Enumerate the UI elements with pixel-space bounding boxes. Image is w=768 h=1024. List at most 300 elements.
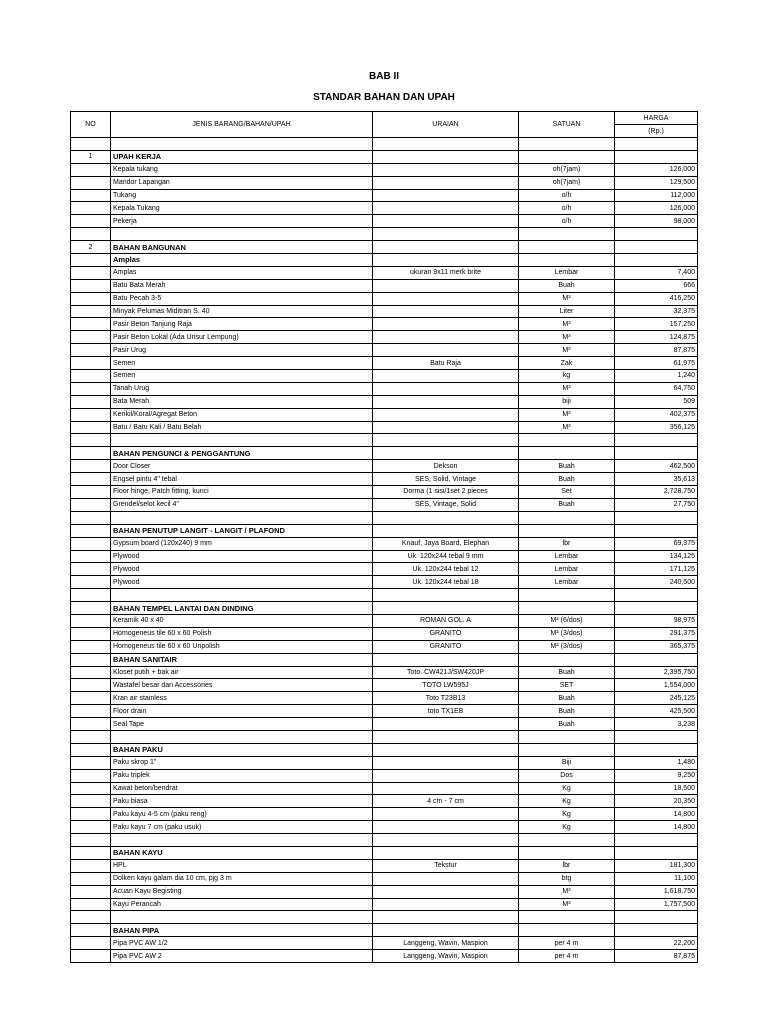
- cell-harga: [615, 524, 698, 537]
- table-row: [71, 163, 698, 176]
- cell-uraian: 4 cm - 7 cm: [373, 795, 519, 808]
- cell-satuan: Buah: [519, 666, 615, 679]
- section-row: [71, 743, 698, 756]
- cell-harga: 157,250: [615, 318, 698, 331]
- table-row: [71, 782, 698, 795]
- cell-satuan: M³: [519, 344, 615, 357]
- cell-satuan: M³: [519, 885, 615, 898]
- cell-jenis: BAHAN PIPA: [111, 924, 373, 937]
- cell-no: [71, 254, 111, 267]
- cell-jenis: Kepala Tukang: [111, 202, 373, 215]
- cell-harga: 124,875: [615, 331, 698, 344]
- cell-uraian: [373, 189, 519, 202]
- cell-satuan: Buah: [519, 473, 615, 486]
- cell-satuan: Lembar: [519, 563, 615, 576]
- cell-uraian: [373, 331, 519, 344]
- cell-satuan: Buah: [519, 705, 615, 718]
- cell-uraian: [373, 602, 519, 615]
- section-row: [71, 602, 698, 615]
- cell-satuan: [519, 254, 615, 267]
- table-row: [71, 718, 698, 731]
- price-table: [70, 111, 698, 963]
- table-row: [71, 614, 698, 627]
- cell-jenis: HPL: [111, 859, 373, 872]
- cell-satuan: oh(7jam): [519, 163, 615, 176]
- cell-satuan: Buah: [519, 498, 615, 511]
- cell-uraian: [373, 228, 519, 241]
- cell-harga: [615, 447, 698, 460]
- cell-jenis: Dolken kayu galam dia 10 cm, pjg 3 m: [111, 872, 373, 885]
- cell-satuan: [519, 524, 615, 537]
- cell-jenis: [111, 228, 373, 241]
- table-row: [71, 756, 698, 769]
- cell-satuan: kg: [519, 370, 615, 383]
- table-row: [71, 576, 698, 589]
- cell-jenis: Kloset putih + bak air: [111, 666, 373, 679]
- cell-jenis: Pasir Beton Lokal (Ada Unsur Lempung): [111, 331, 373, 344]
- section-row: [71, 846, 698, 859]
- cell-no: [71, 743, 111, 756]
- table-row: [71, 937, 698, 950]
- table-row: [71, 357, 698, 370]
- document-title: STANDAR BAHAN DAN UPAH: [313, 92, 455, 103]
- cell-uraian: [373, 756, 519, 769]
- cell-no: [71, 898, 111, 911]
- cell-no: [71, 911, 111, 924]
- cell-jenis: Minyak Pelumas Miditran S. 40: [111, 305, 373, 318]
- cell-jenis: [111, 589, 373, 602]
- cell-no: [71, 692, 111, 705]
- cell-harga: 20,350: [615, 795, 698, 808]
- cell-no: [71, 872, 111, 885]
- cell-satuan: Kg: [519, 808, 615, 821]
- cell-harga: [615, 254, 698, 267]
- cell-no: [71, 486, 111, 499]
- cell-harga: 240,500: [615, 576, 698, 589]
- cell-no: [71, 550, 111, 563]
- cell-no: [71, 266, 111, 279]
- cell-jenis: BAHAN KAYU: [111, 846, 373, 859]
- cell-uraian: [373, 885, 519, 898]
- cell-harga: [615, 911, 698, 924]
- cell-satuan: [519, 228, 615, 241]
- cell-harga: [615, 241, 698, 254]
- cell-uraian: Dekson: [373, 460, 519, 473]
- table-row: [71, 692, 698, 705]
- cell-uraian: [373, 872, 519, 885]
- cell-satuan: [519, 602, 615, 615]
- cell-no: [71, 730, 111, 743]
- cell-harga: 129,500: [615, 176, 698, 189]
- table-row: [71, 395, 698, 408]
- cell-uraian: [373, 524, 519, 537]
- cell-harga: [615, 138, 698, 151]
- cell-harga: 126,000: [615, 202, 698, 215]
- cell-harga: 291,375: [615, 627, 698, 640]
- cell-uraian: [373, 589, 519, 602]
- cell-harga: [615, 589, 698, 602]
- cell-satuan: [519, 653, 615, 666]
- table-row: [71, 228, 698, 241]
- table-row: [71, 872, 698, 885]
- table-row: [71, 911, 698, 924]
- cell-no: [71, 627, 111, 640]
- cell-no: [71, 318, 111, 331]
- cell-harga: 425,500: [615, 705, 698, 718]
- cell-satuan: Zak: [519, 357, 615, 370]
- cell-jenis: Paku skrop 1": [111, 756, 373, 769]
- cell-no: [71, 769, 111, 782]
- cell-satuan: SET: [519, 679, 615, 692]
- cell-jenis: Kerikil/Koral/Agregat Beton: [111, 408, 373, 421]
- cell-jenis: Plywood: [111, 576, 373, 589]
- cell-satuan: Buah: [519, 460, 615, 473]
- cell-satuan: M³: [519, 331, 615, 344]
- cell-uraian: [373, 150, 519, 163]
- cell-satuan: per 4 m: [519, 950, 615, 963]
- table-row: [71, 769, 698, 782]
- cell-no: [71, 885, 111, 898]
- cell-harga: 1,480: [615, 756, 698, 769]
- cell-uraian: [373, 730, 519, 743]
- table-row: [71, 537, 698, 550]
- header-jenis: JENIS BARANG/BAHAN/UPAH: [111, 112, 373, 138]
- cell-no: [71, 589, 111, 602]
- table-row: [71, 898, 698, 911]
- cell-jenis: [111, 834, 373, 847]
- cell-satuan: biji: [519, 395, 615, 408]
- cell-uraian: [373, 370, 519, 383]
- cell-uraian: Uk. 120x244 tebal 9 mm: [373, 550, 519, 563]
- cell-no: [71, 421, 111, 434]
- cell-jenis: Kayu Perancah: [111, 898, 373, 911]
- cell-satuan: [519, 911, 615, 924]
- cell-jenis: Seal Tape: [111, 718, 373, 731]
- cell-harga: [615, 846, 698, 859]
- cell-jenis: Paku biasa: [111, 795, 373, 808]
- table-row: [71, 511, 698, 524]
- cell-jenis: Engsel pintu 4" tebal: [111, 473, 373, 486]
- cell-harga: 98,975: [615, 614, 698, 627]
- cell-no: [71, 924, 111, 937]
- cell-satuan: o/h: [519, 202, 615, 215]
- cell-harga: 14,800: [615, 821, 698, 834]
- cell-jenis: Kawat beton/bendrat: [111, 782, 373, 795]
- cell-no: [71, 846, 111, 859]
- cell-no: [71, 666, 111, 679]
- cell-jenis: [111, 434, 373, 447]
- cell-satuan: Buah: [519, 692, 615, 705]
- cell-uraian: [373, 653, 519, 666]
- cell-harga: 1,757,500: [615, 898, 698, 911]
- cell-no: [71, 653, 111, 666]
- cell-satuan: [519, 743, 615, 756]
- cell-satuan: Lembar: [519, 550, 615, 563]
- cell-no: 1: [71, 150, 111, 163]
- cell-satuan: [519, 434, 615, 447]
- cell-harga: [615, 743, 698, 756]
- cell-no: [71, 460, 111, 473]
- cell-uraian: ROMAN GOL. A: [373, 614, 519, 627]
- cell-no: [71, 292, 111, 305]
- header-satuan: SATUAN: [519, 112, 615, 138]
- cell-no: [71, 370, 111, 383]
- cell-uraian: [373, 241, 519, 254]
- cell-no: [71, 447, 111, 460]
- cell-no: [71, 279, 111, 292]
- cell-no: [71, 138, 111, 151]
- cell-uraian: [373, 898, 519, 911]
- cell-uraian: Dorma (1 sisi/1set 2 pieces: [373, 486, 519, 499]
- cell-harga: 416,250: [615, 292, 698, 305]
- cell-no: [71, 344, 111, 357]
- cell-jenis: Gypsum board (120x240) 9 mm: [111, 537, 373, 550]
- cell-uraian: [373, 408, 519, 421]
- cell-satuan: [519, 924, 615, 937]
- section-row: [71, 653, 698, 666]
- cell-uraian: [373, 782, 519, 795]
- cell-no: [71, 602, 111, 615]
- cell-no: [71, 834, 111, 847]
- cell-satuan: Liter: [519, 305, 615, 318]
- cell-jenis: Door Closer: [111, 460, 373, 473]
- header-harga-unit: (Rp.): [615, 125, 698, 138]
- cell-uraian: [373, 318, 519, 331]
- cell-jenis: Pekerja: [111, 215, 373, 228]
- cell-jenis: Paku kayu 7 cm (paku usuk): [111, 821, 373, 834]
- cell-no: [71, 614, 111, 627]
- table-row: [71, 627, 698, 640]
- cell-harga: 134,125: [615, 550, 698, 563]
- cell-satuan: Lembar: [519, 266, 615, 279]
- table-row: [71, 498, 698, 511]
- cell-uraian: Knauf, Jaya Board, Elephan: [373, 537, 519, 550]
- cell-uraian: [373, 215, 519, 228]
- table-row: [71, 666, 698, 679]
- cell-no: [71, 163, 111, 176]
- table-row: [71, 473, 698, 486]
- cell-satuan: [519, 241, 615, 254]
- cell-jenis: [111, 911, 373, 924]
- cell-no: [71, 331, 111, 344]
- cell-uraian: [373, 202, 519, 215]
- cell-harga: [615, 730, 698, 743]
- cell-harga: 87,875: [615, 950, 698, 963]
- table-row: [71, 834, 698, 847]
- cell-jenis: [111, 511, 373, 524]
- cell-no: [71, 640, 111, 653]
- cell-uraian: [373, 421, 519, 434]
- table-row: [71, 292, 698, 305]
- cell-jenis: [111, 730, 373, 743]
- table-row: [71, 679, 698, 692]
- cell-no: [71, 859, 111, 872]
- cell-uraian: GRANITO: [373, 627, 519, 640]
- cell-harga: [615, 511, 698, 524]
- cell-jenis: Semen: [111, 357, 373, 370]
- cell-satuan: Set: [519, 486, 615, 499]
- cell-harga: 69,375: [615, 537, 698, 550]
- cell-satuan: M² (3/dos): [519, 640, 615, 653]
- table-row: [71, 215, 698, 228]
- cell-uraian: [373, 769, 519, 782]
- cell-uraian: Tekstur: [373, 859, 519, 872]
- cell-uraian: [373, 138, 519, 151]
- cell-satuan: o/h: [519, 189, 615, 202]
- cell-harga: 402,375: [615, 408, 698, 421]
- cell-jenis: Amplas: [111, 254, 373, 267]
- cell-uraian: [373, 447, 519, 460]
- table-row: [71, 730, 698, 743]
- cell-jenis: Batu Pecah 3-5: [111, 292, 373, 305]
- cell-no: [71, 782, 111, 795]
- cell-harga: 181,300: [615, 859, 698, 872]
- cell-uraian: SES, Vintage, Solid: [373, 498, 519, 511]
- table-row: [71, 950, 698, 963]
- cell-no: [71, 215, 111, 228]
- cell-harga: 365,375: [615, 640, 698, 653]
- cell-satuan: [519, 589, 615, 602]
- cell-satuan: Kg: [519, 795, 615, 808]
- table-row: [71, 202, 698, 215]
- cell-harga: 1,554,000: [615, 679, 698, 692]
- cell-no: [71, 795, 111, 808]
- cell-harga: 126,000: [615, 163, 698, 176]
- cell-jenis: Batu / Batu Kali / Batu Belah: [111, 421, 373, 434]
- cell-no: [71, 176, 111, 189]
- cell-harga: 3,238: [615, 718, 698, 731]
- cell-jenis: Keramik 40 x 40: [111, 614, 373, 627]
- cell-no: [71, 473, 111, 486]
- cell-uraian: [373, 834, 519, 847]
- cell-satuan: Buah: [519, 718, 615, 731]
- cell-satuan: Lembar: [519, 576, 615, 589]
- cell-no: [71, 511, 111, 524]
- cell-jenis: BAHAN PAKU: [111, 743, 373, 756]
- section-row: [71, 150, 698, 163]
- cell-jenis: Grendel/selot kecil 4": [111, 498, 373, 511]
- cell-jenis: [111, 138, 373, 151]
- cell-satuan: [519, 730, 615, 743]
- cell-satuan: M³: [519, 318, 615, 331]
- cell-uraian: Toto. CW421J/SW420JP: [373, 666, 519, 679]
- cell-harga: [615, 653, 698, 666]
- cell-harga: 509: [615, 395, 698, 408]
- cell-harga: 35,613: [615, 473, 698, 486]
- cell-uraian: [373, 743, 519, 756]
- cell-satuan: Kg: [519, 821, 615, 834]
- cell-jenis: Pasir Beton Tanjung Raja: [111, 318, 373, 331]
- cell-harga: 18,500: [615, 782, 698, 795]
- cell-satuan: oh(7jam): [519, 176, 615, 189]
- cell-uraian: [373, 382, 519, 395]
- cell-no: [71, 821, 111, 834]
- cell-jenis: Amplas: [111, 266, 373, 279]
- table-row: [71, 859, 698, 872]
- cell-harga: [615, 150, 698, 163]
- cell-no: [71, 434, 111, 447]
- cell-satuan: [519, 511, 615, 524]
- cell-satuan: M³: [519, 408, 615, 421]
- cell-satuan: M³: [519, 421, 615, 434]
- table-row: [71, 821, 698, 834]
- cell-satuan: Biji: [519, 756, 615, 769]
- table-row: [71, 370, 698, 383]
- cell-harga: 112,000: [615, 189, 698, 202]
- cell-harga: 1,240: [615, 370, 698, 383]
- cell-uraian: [373, 718, 519, 731]
- cell-satuan: [519, 138, 615, 151]
- cell-harga: 14,800: [615, 808, 698, 821]
- cell-satuan: Buah: [519, 279, 615, 292]
- cell-jenis: Tanah Urug: [111, 382, 373, 395]
- chapter-title: BAB II: [369, 71, 399, 82]
- cell-uraian: ukuran 9x11 merk brite: [373, 266, 519, 279]
- cell-satuan: M³: [519, 292, 615, 305]
- cell-uraian: [373, 511, 519, 524]
- cell-jenis: Kran air stainless: [111, 692, 373, 705]
- cell-no: [71, 357, 111, 370]
- cell-harga: [615, 602, 698, 615]
- table-row: [71, 318, 698, 331]
- cell-uraian: Langgeng, Wavin, Maspion: [373, 937, 519, 950]
- cell-satuan: lbr: [519, 537, 615, 550]
- cell-no: [71, 679, 111, 692]
- cell-satuan: M³: [519, 382, 615, 395]
- cell-satuan: btg: [519, 872, 615, 885]
- cell-uraian: SES, Solid, Vintage: [373, 473, 519, 486]
- cell-no: [71, 756, 111, 769]
- cell-jenis: UPAH KERJA: [111, 150, 373, 163]
- cell-jenis: BAHAN PENUTUP LANGIT - LANGIT / PLAFOND: [111, 524, 373, 537]
- cell-jenis: Semen: [111, 370, 373, 383]
- table-row: [71, 589, 698, 602]
- table-row: [71, 279, 698, 292]
- cell-harga: 9,250: [615, 769, 698, 782]
- cell-satuan: M³: [519, 898, 615, 911]
- cell-uraian: [373, 176, 519, 189]
- cell-satuan: o/h: [519, 215, 615, 228]
- cell-jenis: Pipa PVC AW 1/2: [111, 937, 373, 950]
- table-row: [71, 305, 698, 318]
- cell-harga: 171,125: [615, 563, 698, 576]
- cell-harga: 11,100: [615, 872, 698, 885]
- cell-no: [71, 937, 111, 950]
- cell-jenis: Mandor Lapangan: [111, 176, 373, 189]
- cell-jenis: Homogeneus tile 60 x 60 Polish: [111, 627, 373, 640]
- cell-no: 2: [71, 241, 111, 254]
- cell-jenis: Paku kayu 4-5 cm (paku reng): [111, 808, 373, 821]
- cell-no: [71, 524, 111, 537]
- cell-no: [71, 189, 111, 202]
- section-row: [71, 254, 698, 267]
- cell-no: [71, 202, 111, 215]
- table-row: [71, 138, 698, 151]
- cell-jenis: Acuan Kayu Begisting: [111, 885, 373, 898]
- header-uraian: URAIAN: [373, 112, 519, 138]
- table-row: [71, 331, 698, 344]
- table-row: [71, 408, 698, 421]
- table-row: [71, 795, 698, 808]
- cell-harga: 7,400: [615, 266, 698, 279]
- section-row: [71, 447, 698, 460]
- cell-no: [71, 395, 111, 408]
- cell-uraian: [373, 254, 519, 267]
- cell-harga: 64,750: [615, 382, 698, 395]
- cell-harga: [615, 834, 698, 847]
- cell-uraian: [373, 846, 519, 859]
- cell-jenis: Wastafel besar dan Accessories: [111, 679, 373, 692]
